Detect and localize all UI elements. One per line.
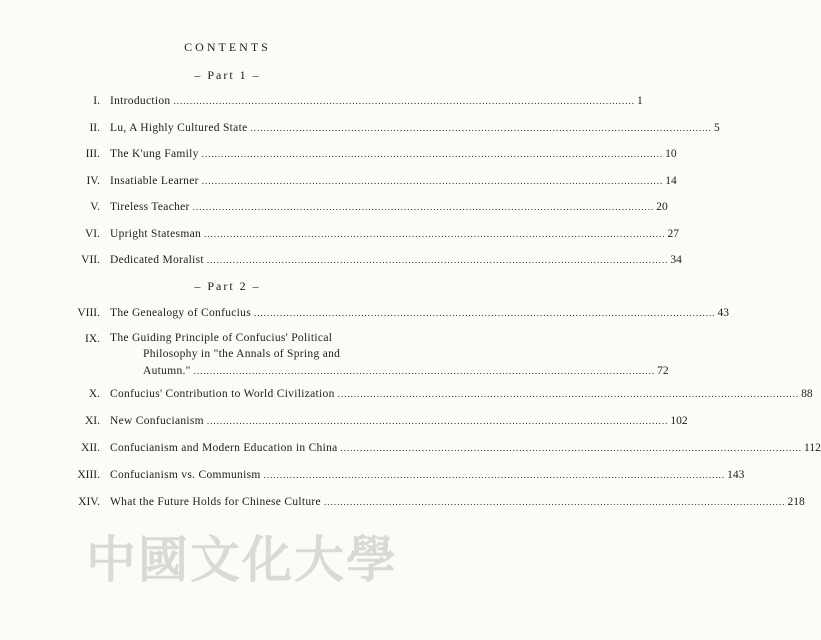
- toc-entry[interactable]: [0, 172, 677, 190]
- chapter-title: What the Future Holds for Chinese Culture: [110, 496, 321, 508]
- chapter-title: Insatiable Learner: [110, 175, 199, 187]
- chapter-title-row: [110, 198, 668, 216]
- chapter-title-row: [110, 439, 821, 457]
- dot-leader: ..............................................................................................................................................: [201, 176, 664, 186]
- chapter-title: Tireless Teacher: [110, 201, 190, 213]
- chapter-title-line-3: Autumn.": [143, 365, 191, 377]
- dot-leader: ..............................................................................................................................................: [204, 229, 666, 239]
- chapter-title-row: [110, 225, 680, 243]
- chapter-title: Confucianism and Modern Education in China: [110, 442, 338, 454]
- dot-leader: ..............................................................................................................................................: [173, 96, 635, 106]
- page-number: 27: [667, 228, 680, 240]
- page-number: 72: [657, 365, 669, 377]
- university-watermark: [86, 525, 398, 590]
- part-1-heading: – Part 1 –: [194, 68, 261, 82]
- dot-leader: ..............................................................................................................................................: [263, 470, 726, 480]
- dot-leader: ..............................................................................................................................................: [192, 202, 655, 212]
- toc-entry[interactable]: [0, 385, 813, 403]
- chapter-title: The Genealogy of Confucius: [110, 307, 251, 319]
- chapter-number: VII.: [81, 254, 100, 266]
- chapter-title-row: [110, 251, 682, 269]
- chapter-title-line-1: The Guiding Principle of Confucius' Political: [110, 332, 333, 344]
- chapter-title: Introduction: [110, 95, 171, 107]
- page-number: 43: [717, 307, 729, 319]
- chapter-number: VIII.: [77, 307, 100, 319]
- contents-heading: CONTENTS: [184, 40, 271, 54]
- chapter-title-row: [110, 493, 805, 511]
- toc-entry[interactable]: [0, 466, 745, 484]
- toc-entry[interactable]: [0, 145, 677, 163]
- chapter-title: Confucianism vs. Communism: [110, 469, 261, 481]
- chapter-title-row: [110, 304, 729, 322]
- chapter-number: I.: [93, 95, 100, 107]
- chapter-number: VI.: [84, 228, 100, 240]
- toc-entry[interactable]: [0, 225, 680, 243]
- chapter-number: IV.: [86, 175, 100, 187]
- toc-entry[interactable]: [0, 330, 669, 378]
- page-number: 10: [665, 148, 677, 160]
- dot-leader: ..............................................................................................................................................: [253, 308, 716, 318]
- chapter-title: Lu, A Highly Cultured State: [110, 122, 248, 134]
- toc-entry[interactable]: [0, 119, 720, 137]
- chapter-title-row: [110, 385, 813, 403]
- dot-leader: ..............................................................................................................................................: [323, 497, 786, 507]
- chapter-number: XIII.: [77, 469, 100, 481]
- toc-entry[interactable]: [0, 251, 682, 269]
- dot-leader: ..............................................................................................................................................: [201, 149, 664, 159]
- toc-entry[interactable]: [0, 304, 729, 322]
- chapter-number: II.: [89, 122, 100, 134]
- toc-entry[interactable]: [0, 439, 821, 457]
- chapter-title: New Confucianism: [110, 415, 204, 427]
- part-2-heading: – Part 2 –: [194, 279, 261, 293]
- page-number: 20: [656, 201, 668, 213]
- chapter-title: Upright Statesman: [110, 228, 202, 240]
- toc-entry[interactable]: [0, 198, 668, 216]
- dot-leader: ..............................................................................................................................................: [250, 123, 712, 133]
- toc-entry[interactable]: [0, 412, 688, 430]
- watermark-text: 中國文化大學: [86, 531, 398, 589]
- page-number: 218: [787, 496, 805, 508]
- chapter-title-line-2: Philosophy in "the Annals of Spring and: [143, 348, 341, 360]
- chapter-number: IX.: [84, 333, 100, 345]
- chapter-title-row: [110, 145, 677, 163]
- toc-entry[interactable]: [0, 92, 643, 110]
- chapter-title-row: [143, 362, 669, 380]
- dot-leader: ..............................................................................................................................................: [337, 389, 800, 399]
- chapter-number: X.: [88, 388, 100, 400]
- dot-leader: ..............................................................................................................................................: [206, 416, 669, 426]
- toc-entry[interactable]: [0, 493, 805, 511]
- page-number: 34: [670, 254, 682, 266]
- chapter-title: Confucius' Contribution to World Civilization: [110, 388, 335, 400]
- chapter-number: XI.: [84, 415, 100, 427]
- page-number: 14: [665, 175, 677, 187]
- dot-leader: ..............................................................................................................................................: [206, 255, 669, 265]
- page-number: 112: [804, 442, 821, 454]
- chapter-title-row: [110, 412, 688, 430]
- chapter-number: III.: [85, 148, 100, 160]
- dot-leader: ..............................................................................................................................................: [340, 443, 803, 453]
- chapter-title-row: [110, 172, 677, 190]
- dot-leader: ..............................................................................................................................................: [193, 366, 656, 376]
- page-number: 88: [801, 388, 813, 400]
- chapter-number: XII.: [81, 442, 100, 454]
- page-number: 143: [727, 469, 745, 481]
- chapter-title-row: [110, 466, 745, 484]
- page-number: 5: [713, 122, 720, 134]
- chapter-title-row: [110, 92, 643, 110]
- page-number: 1: [636, 95, 643, 107]
- chapter-title-row: [110, 119, 720, 137]
- chapter-number: XIV.: [78, 496, 100, 508]
- chapter-title: The K'ung Family: [110, 148, 199, 160]
- chapter-number: V.: [90, 201, 100, 213]
- page-number: 102: [670, 415, 688, 427]
- chapter-title: Dedicated Moralist: [110, 254, 204, 266]
